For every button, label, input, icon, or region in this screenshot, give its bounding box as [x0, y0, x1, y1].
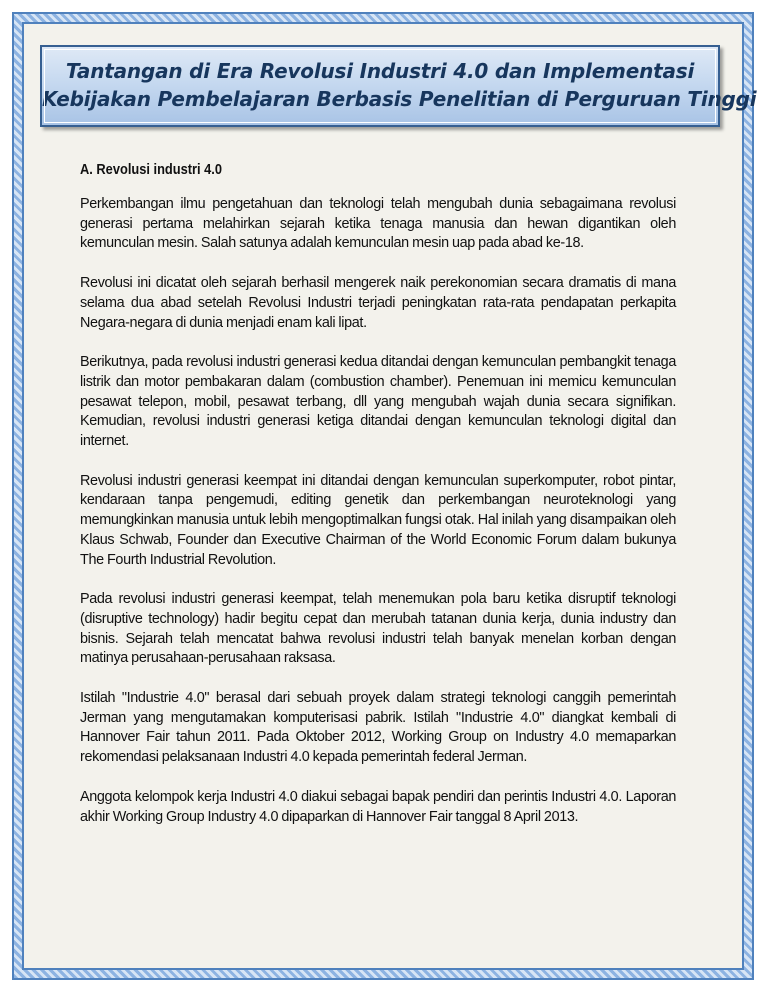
title-line-2: Kebijakan Pembelajaran Berbasis Penelitian di Perguruan Tinggi — [42, 87, 757, 111]
document-content — [80, 160, 676, 847]
paragraph-5: Pada revolusi industri generasi keempat, telah menemukan pola baru ketika disruptif teknologi (disruptive technology) hadir begitu cepat dan merubah tatanan dunia kerja, dunia industry dan bisnis. Sejarah telah mencatat bahwa revolusi industri telah banyak menelan korban dengan matinya perusahaan-perusahaan raksasa. — [80, 591, 676, 667]
paragraph-6: Istilah "Industrie 4.0" berasal dari sebuah proyek dalam strategi teknologi canggih pemerintah Jerman yang mengutamakan komputerisasi pabrik. Istilah "Industrie 4.0" diangkat kembali di Hannover Fair tahun 2011. Pada Oktober 2012, Working Group on Industry 4.0 memaparkan rekomendasi pelaksanaan Industri 4.0 kepada pemerintah federal Jerman. — [80, 690, 676, 766]
paragraph-2: Revolusi ini dicatat oleh sejarah berhasil mengerek naik perekonomian secara dramatis di mana selama dua abad setelah Revolusi Industri terjadi peningkatan rata-rata pendapatan perkapita Negara-negara di dunia menjadi enam kali lipat. — [80, 275, 676, 331]
paragraph-3: Berikutnya, pada revolusi industri generasi kedua ditandai dengan kemunculan pembangkit tenaga listrik dan motor pembakaran dalam (combustion chamber). Penemuan ini memicu kemunculan pesawat telepon, mobil, pesawat terbang, dll yang mengubah wajah dunia secara signifikan. Kemudian, revolusi industri generasi ketiga ditandai dengan kemunculan teknologi digital dan internet. — [80, 354, 676, 450]
paragraph-4: Revolusi industri generasi keempat ini ditandai dengan kemunculan superkomputer, robot pintar, kendaraan tanpa pengemudi, editing genetik dan perkembangan neuroteknologi yang memungkinkan manusia untuk lebih mengoptimalkan fungsi otak. Hal inilah yang disampaikan oleh Klaus Schwab, Founder dan Executive Chairman of the World Economic Forum dalam bukunya The Fourth Industrial Revolution. — [80, 472, 676, 568]
title-banner — [40, 45, 757, 127]
title-line-1: Tantangan di Era Revolusi Industri 4.0 dan Implementasi — [65, 59, 695, 83]
paragraph-1: Perkembangan ilmu pengetahuan dan teknologi telah mengubah dunia sebagaimana revolusi generasi pertama melahirkan sejarah ketika tenaga manusia dan hewan digantikan oleh kemunculan mesin. Salah satunya adalah kemunculan mesin uap pada abad ke-18. — [80, 196, 676, 252]
paragraph-7: Anggota kelompok kerja Industri 4.0 diakui sebagai bapak pendiri dan perintis Industri 4.0. Laporan akhir Working Group Industry 4.0 dipaparkan di Hannover Fair tanggal 8 April 2013. — [80, 788, 676, 825]
section-heading: A. Revolusi industri 4.0 — [80, 162, 223, 178]
